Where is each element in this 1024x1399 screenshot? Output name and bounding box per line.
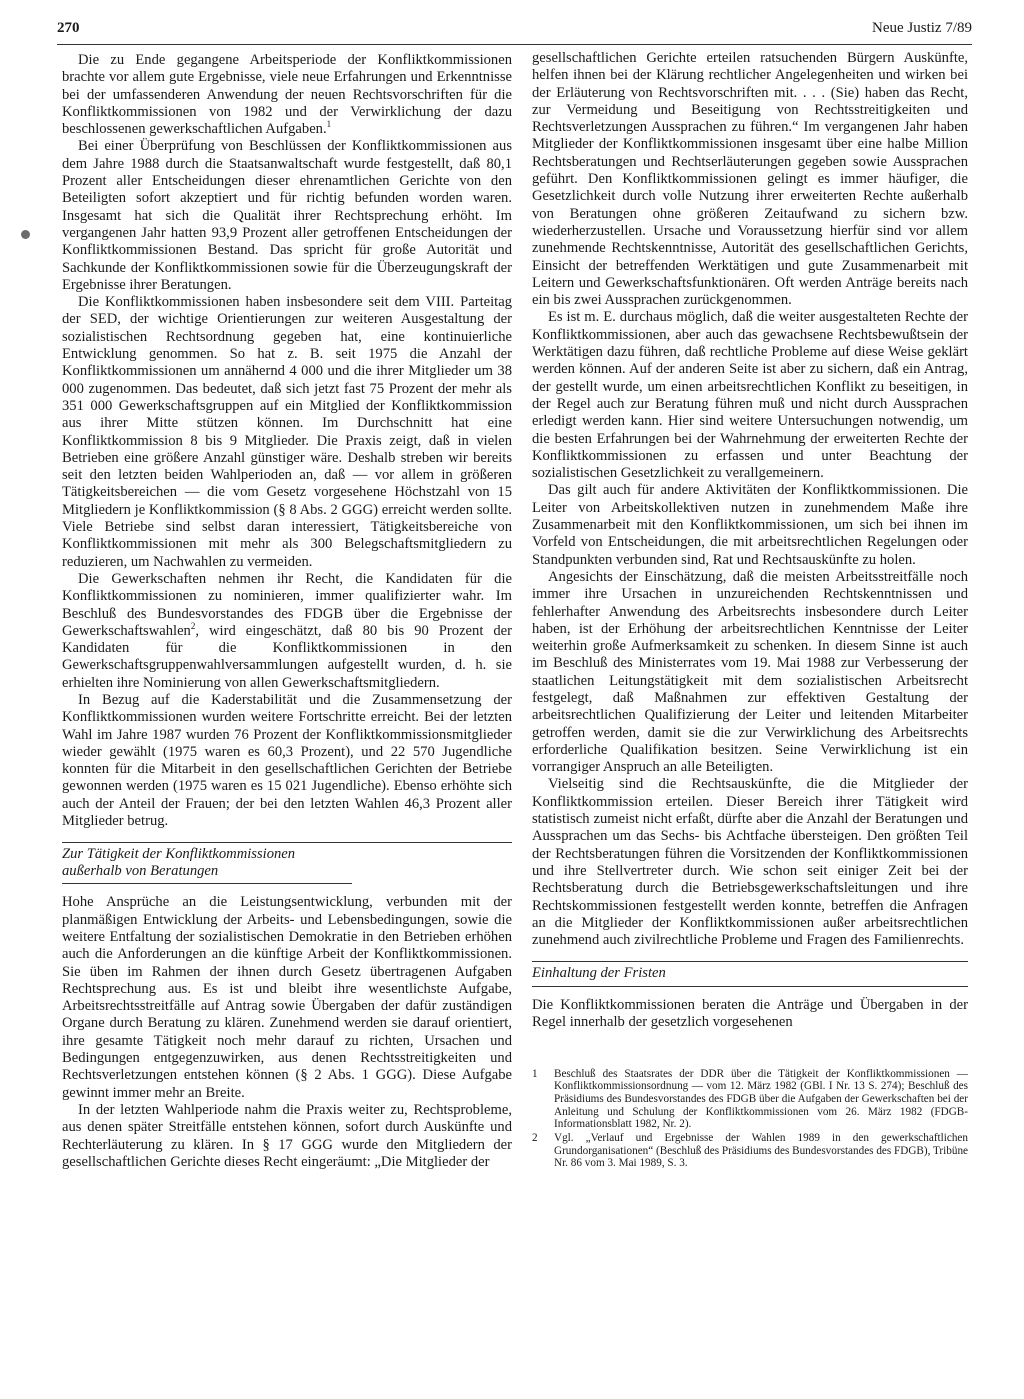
paragraph: Die Gewerkschaften nehmen ihr Recht, die Kandidaten für die Konfliktkommissionen zu nominieren, immer qualifizierter wahr. Im Beschluß des Bundesvorstandes des FDGB über die Ergebnisse der Gewerkschaftswahlen$^2$, wird eingeschätzt, daß 80 bis 90 Prozent der Kandidaten für die Konfliktkommissionen in den Gewerkschaftsgruppenwahlversammlungen aufgestellt wurden, d. h. sie erhielten ihre Nominierung von allen Gewerkschaftsmitgliedern. bbox=[62, 570, 512, 691]
right-column bbox=[532, 50, 968, 1171]
paragraph: Hohe Ansprüche an die Leistungsentwicklung, verbunden mit der planmäßigen Entwicklung der Arbeits- und Lebensbedingungen, sowie die weitere Entfaltung der sozialistischen Demokratie in den Betrieben erhöhen auch die Anforderungen an die künftige Arbeit der Konfliktkommissionen. Sie üben im Rahmen der ihnen durch Gesetz übertragenen Aufgaben Rechtsprechung aus. Es ist und bleibt ihre wesentlichste Aufgabe, Arbeitsrechtsstreitfälle auf Antrag sowie Übergaben der dafür zuständigen Organe durch Beratung zu klären. Zunehmend werden sie darauf orientiert, ihre gesamte Tätigkeit noch mehr darauf zu richten, Ursachen und Bedingungen entgegenzuwirken, aus denen Rechtsstreitigkeiten und Rechtsverletzungen entstehen können (§ 2 Abs. 1 GGG). Diese Aufgabe gewinnt immer mehr an Breite. bbox=[62, 894, 512, 1101]
footnote-ref-1: 1 bbox=[326, 119, 332, 130]
running-head: Neue Justiz 7/89 bbox=[872, 20, 972, 36]
page-header bbox=[57, 20, 972, 42]
section-rule bbox=[62, 842, 512, 843]
paragraph: Die Konfliktkommissionen haben insbesondere seit dem VIII. Parteitag der SED, der wichtige Orientierungen zur weiteren Ausgestaltung der sozialistischen Rechtsordnung gegeben hat, eine kontinuierliche Entwicklung genommen. So hat z. B. seit 1975 die Anzahl der Konfliktkommissionen um annähernd 4 000 und die ihrer Mitglieder um 38 000 zugenommen. Das bedeutet, daß sich jetzt fast 75 Prozent der mehr als 351 000 Gewerkschaftsgruppen auf ein Mitglied der Konfliktkommission aus ihrer Mitte stützen können. Im Durchschnitt hat eine Konfliktkommission 8 bis 9 Mitglieder. Die Praxis zeigt, daß in vielen Betrieben eine größere Anzahl günstiger wäre. Deshalb streben wir bereits seit den letzten beiden Wahlperioden an, daß — vor allem in größeren Tätigkeitsbereichen — die vom Gesetz vorgesehene Höchstzahl von 15 Mitgliedern je Konfliktkommission (§ 8 Abs. 2 GGG) erreicht werden sollte. Viele Betriebe sind selbst daran interessiert, Tätigkeitsbereiche von Konfliktkommissionen mit mehr als 300 Belegschaftsmitgliedern zu reduzieren, um Nachwahlen zu vermeiden. bbox=[62, 294, 512, 570]
section-heading bbox=[532, 961, 968, 987]
footnote-ref-2: 2 bbox=[190, 620, 196, 631]
paragraph: Bei einer Überprüfung von Beschlüssen der Konfliktkommissionen aus dem Jahre 1988 durch die Staatsanwaltschaft wurde festgestellt, daß 80,1 Prozent aller Entscheidungen dieser ehrenamtlichen Gerichte von den Beteiligten sofort akzeptiert und für richtig befunden worden waren. Insgesamt hat sich die Qualität ihrer Rechtsprechung erhöht. Im vergangenen Jahr hatten 93,9 Prozent aller getroffenen Entscheidungen der Konfliktkommissionen Bestand. Das spricht für große Autorität und Sachkunde der Konfliktkommissionen sowie für die Überzeugungskraft der Ergebnisse ihrer Beratungen. bbox=[62, 138, 512, 293]
header-rule bbox=[57, 44, 972, 45]
paragraph: Angesichts der Einschätzung, daß die meisten Arbeitsstreitfälle noch immer ihre Ursachen in unzureichenden Rechtskenntnissen und fehlerhafter Anwendung des Arbeitsrechts insbesondere durch Leiter haben, ist der Erhöhung der arbeitsrechtlichen Kenntnisse der Leiter weiterhin große Aufmerksamkeit zu schenken. In diesem Sinne ist auch im Beschluß des Ministerrates vom 19. Mai 1988 zur Verbesserung der staatlichen Leitungstätigkeit mit dem sozialistischen Arbeitsrecht festgelegt, daß Maßnahmen zur effektiven Gestaltung der arbeitsrechtlichen Qualifizierung der Leiter und leitenden Mitarbeiter getroffen werden, damit sie die zur Verwirklichung des Arbeitsrechts erforderliche Qualifikation besitzen. Seine Verwirklichung ist ein vorrangiger Anspruch an alle Beteiligten. bbox=[532, 568, 968, 776]
punch-hole-mark bbox=[21, 230, 30, 239]
footnotes bbox=[532, 1068, 968, 1171]
footnote-text: Beschluß des Staatsrates der DDR über die Tätigkeit der Konfliktkommissionen — Konfliktkommissionsordnung — vom 12. März 1982 (GBl. I Nr. 13 S. 274); Beschluß des Präsidiums des Bundesvorstandes des FDGB über die Aufgaben der Gewerkschaften bei der Anleitung und Schulung der Konfliktkommissionen vom 26. März 1982 (FDGB-Informationsblatt 1982, Nr. 2). bbox=[554, 1067, 968, 1131]
section-title: Zur Tätigkeit der Konfliktkommissionen außerhalb von Beratungen bbox=[62, 846, 352, 884]
footnote-number: 2 bbox=[532, 1132, 538, 1145]
footnote-number: 1 bbox=[532, 1067, 538, 1080]
footnote-text: Vgl. „Verlauf und Ergebnisse der Wahlen 1989 in den gewerkschaftlichen Grundorganisationen“ (Beschluß des Präsidiums des Bundesvorstandes des FDGB), Tribüne Nr. 86 vom 3. Mai 1989, S. 3. bbox=[554, 1132, 969, 1170]
section-rule bbox=[532, 961, 968, 962]
left-column bbox=[62, 52, 512, 1171]
section-heading bbox=[62, 842, 512, 884]
paragraph: In Bezug auf die Kaderstabilität und die Zusammensetzung der Konfliktkommissionen wurden weitere Fortschritte erreicht. Bei der letzten Wahl im Jahre 1987 wurden 76 Prozent der Konfliktkommissionsmitglieder wieder gewählt (1975 waren es 60,3 Prozent), und 22 570 Jugendliche konnten für die Mitarbeit in den gesellschaftlichen Gerichten der Betriebe gewonnen werden (1975 waren es 15 021 Jugendliche). Ebenso erhöhte sich auch der Anteil der Frauen; der bei den letzten Wahlen 46,3 Prozent aller Mitglieder betrug. bbox=[62, 691, 512, 830]
paragraph: gesellschaftlichen Gerichte erteilen ratsuchenden Bürgern Auskünfte, helfen ihnen bei der Klärung rechtlicher Angelegenheiten und wirken bei der Erläuterung von Rechtsvorschriften mit. . . . (Sie) haben das Recht, zur Vermeidung und Beseitigung von Rechtsstreitigkeiten und Rechtsverletzungen Aussprachen zu führen.“ Im vergangenen Jahr haben Mitglieder der Konfliktkommissionen insgesamt über eine halbe Million Rechtsberatungen und Rechtserläuterungen gegeben sowie Aussprachen geführt. Den Konfliktkommissionen gelingt es immer häufiger, die Gesetzlichkeit durch volle Nutzung ihrer erweiterten Rechte außerhalb von Beratungen ohne größeren Zeitaufwand zu sichern bzw. wiederherzustellen. Ursache und Voraussetzung hierfür sind vor allem zunehmende Rechtskenntnisse, Autorität des gesellschaftlichen Gerichts, Einsicht der betreffenden Werktätigen und gute Zusammenarbeit mit Leitern und Gewerkschaftsfunktionären. Oft werden Anträge bereits nach ein bis zwei Aussprachen zurückgenommen. bbox=[532, 50, 968, 309]
paragraph: Das gilt auch für andere Aktivitäten der Konfliktkommissionen. Die Leiter von Arbeitskollektiven nutzen in zunehmendem Maße ihre Zusammenarbeit mit den Konfliktkommissionen, um sich bei ihnen im Vorfeld von Entscheidungen, die mit arbeitsrechtlichen Regelungen oder Standpunkten verbunden sind, Rat und Rechtsauskünfte zu holen. bbox=[532, 482, 968, 568]
paragraph: Die zu Ende gegangene Arbeitsperiode der Konfliktkommissionen brachte vor allem gute Ergebnisse, viele neue Erfahrungen und Erkenntnisse bei der umfassenderen Anwendung der neuen Rechtsvorschriften für die Konfliktkommissionen von 1982 und der Verwirklichung der dazu beschlossenen gewerkschaftlichen Aufgaben.$^1$ bbox=[62, 52, 512, 138]
paragraph: In der letzten Wahlperiode nahm die Praxis weiter zu, Rechtsprobleme, aus denen später Streitfälle entstehen können, sofort durch Auskünfte und Rechterläuterung zu klären. In § 17 GGG wurde den Mitgliedern der gesellschaftlichen Gerichte dieses Recht eingeräumt: „Die Mitglieder der bbox=[62, 1101, 512, 1170]
footnote bbox=[532, 1068, 968, 1132]
footnote bbox=[532, 1132, 968, 1170]
page-number: 270 bbox=[57, 20, 80, 36]
paragraph: Vielseitig sind die Rechtsauskünfte, die die Mitglieder der Konfliktkommission erteilen. Dieser Bereich ihrer Tätigkeit wird statistisch zumeist nicht erfaßt, dürfte aber die Anzahl der Beratungen und Aussprachen um das Sechs- bis Achtfache übersteigen. Den größten Teil der Rechtsberatungen führen die Vorsitzenden der Konfliktkommissionen und ihre Stellvertreter durch. Wie schon seit einiger Zeit bei der Rechtsberatung durch die Betriebsgewerkschaftsleitungen und ihre Rechtskommissionen festgestellt werden konnte, betreffen die Anfragen an die Mitglieder der Konfliktkommissionen außer arbeitsrechtlichen zunehmend auch zivilrechtliche Probleme und Fragen des Familienrechts. bbox=[532, 776, 968, 949]
section-title: Einhaltung der Fristen bbox=[532, 965, 968, 987]
paragraph: Die Konfliktkommissionen beraten die Anträge und Übergaben in der Regel innerhalb der gesetzlich vorgesehenen bbox=[532, 996, 968, 1031]
paragraph: Es ist m. E. durchaus möglich, daß die weiter ausgestalteten Rechte der Konfliktkommissionen, aber auch das gewachsene Rechtsbewußtsein der Werktätigen dazu führen, daß rechtliche Probleme auf diese Weise geklärt werden können. Auf der anderen Seite ist aber zu sichern, daß ein Antrag, der gestellt wurde, um einen arbeitsrechtlichen Konflikt zu beseitigen, in der Regel auch zur Beratung führen muß und nicht durch Aussprachen erledigt werden kann. Hier sind weitere Untersuchungen notwendig, um die besten Erfahrungen bei der Wahrnehmung der erweiterten Rechte der Konfliktkommissionen zu erfassen und unter Beachtung der sozialistischen Gesetzlichkeit zu verallgemeinern. bbox=[532, 309, 968, 482]
